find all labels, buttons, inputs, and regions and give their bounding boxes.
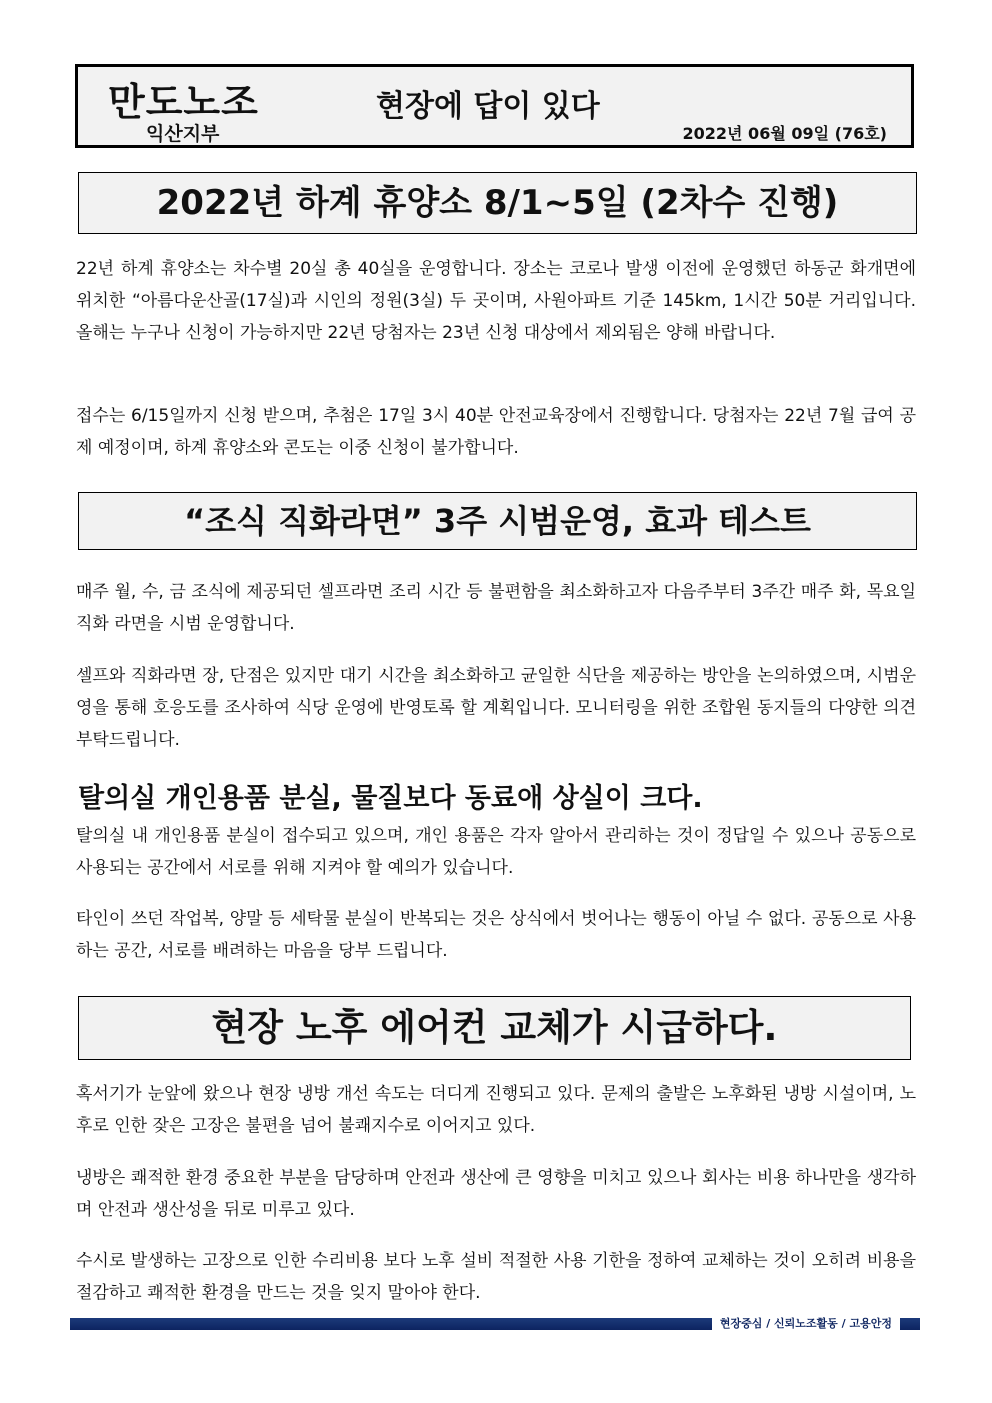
article-paragraph: 22년 하계 휴양소는 차수별 20실 총 40실을 운영합니다. 장소는 코로나 발생 이전에 운영했던 하동군 화개면에 위치한 “아름다운산골(17실)과 시인의 정원(3실) 두 곳이며, 사원아파트 기준 145km, 1시간 50분 거리입니다. 올해는 누구나 신청이 가능하지만 22년 당첨자는 23년 신청 대상에서 제외됨은 양해 바랍니다. [76, 259, 916, 343]
newsletter-header [75, 64, 914, 148]
article-paragraph: 매주 월, 수, 금 조식에 제공되던 셀프라면 조리 시간 등 불편함을 최소화하고자 다음주부터 3주간 매주 화, 목요일 직화 라면을 시범 운영합니다. [76, 582, 916, 634]
article-title-locker-room: 탈의실 개인용품 분실, 물질보다 동료애 상실이 크다. [78, 783, 703, 814]
article-paragraph: 타인이 쓰던 작업복, 양말 등 세탁물 분실이 반복되는 것은 상식에서 벗어나는 행동이 아닐 수 없다. 공동으로 사용하는 공간, 서로를 배려하는 마음을 당부 드립니다. [76, 909, 916, 961]
article-paragraph: 탈의실 내 개인용품 분실이 접수되고 있으며, 개인 용품은 각자 알아서 관리하는 것이 정답일 수 있으나 공동으로 사용되는 공간에서 서로를 위해 지켜야 할 예의가 있습니다. [76, 826, 916, 878]
union-name: 만도노조 [108, 80, 259, 124]
article-title-air-conditioner: 현장 노후 에어컨 교체가 시급하다. [78, 996, 911, 1060]
article-paragraph: 혹서기가 눈앞에 왔으나 현장 냉방 개선 속도는 더디게 진행되고 있다. 문제의 출발은 노후화된 냉방 시설이며, 노후로 인한 잦은 고장은 불편을 넘어 불쾌지수로 이어지고 있다. [76, 1084, 916, 1136]
article-paragraph: 접수는 6/15일까지 신청 받으며, 추첨은 17일 3시 40분 안전교육장에서 진행합니다. 당첨자는 22년 7월 급여 공제 예정이며, 하계 휴양소와 콘도는 이중 신청이 불가합니다. [76, 406, 916, 458]
article-paragraph: 셀프와 직화라면 장, 단점은 있지만 대기 시간을 최소화하고 균일한 식단을 제공하는 방안을 논의하였으며, 시범운영을 통해 호응도를 조사하여 식당 운영에 반영토록 할 계획입니다. 모니터링을 위한 조합원 동지들의 다양한 의견 부탁드립니다. [76, 666, 916, 750]
footer-slogan: 현장중심 / 신뢰노조활동 / 고용안정 [712, 1316, 900, 1332]
article-paragraph: 수시로 발생하는 고장으로 인한 수리비용 보다 노후 설비 적절한 사용 기한을 정하여 교체하는 것이 오히려 비용을 절감하고 쾌적한 환경을 만드는 것을 잊지 말아야 한다. [76, 1251, 916, 1303]
article-paragraph: 냉방은 쾌적한 환경 중요한 부분을 담당하며 안전과 생산에 큰 영향을 미치고 있으나 회사는 비용 하나만을 생각하며 안전과 생산성을 뒤로 미루고 있다. [76, 1168, 916, 1220]
issue-date: 2022년 06월 09일 (76호) [682, 124, 887, 143]
article-title-summer-resort: 2022년 하계 휴양소 8/1~5일 (2차수 진행) [78, 172, 917, 234]
branch-name: 익산지부 [146, 123, 220, 145]
header-slogan: 현장에 답이 있다 [376, 89, 600, 124]
article-title-ramen-trial: “조식 직화라면” 3주 시범운영, 효과 테스트 [78, 492, 917, 550]
